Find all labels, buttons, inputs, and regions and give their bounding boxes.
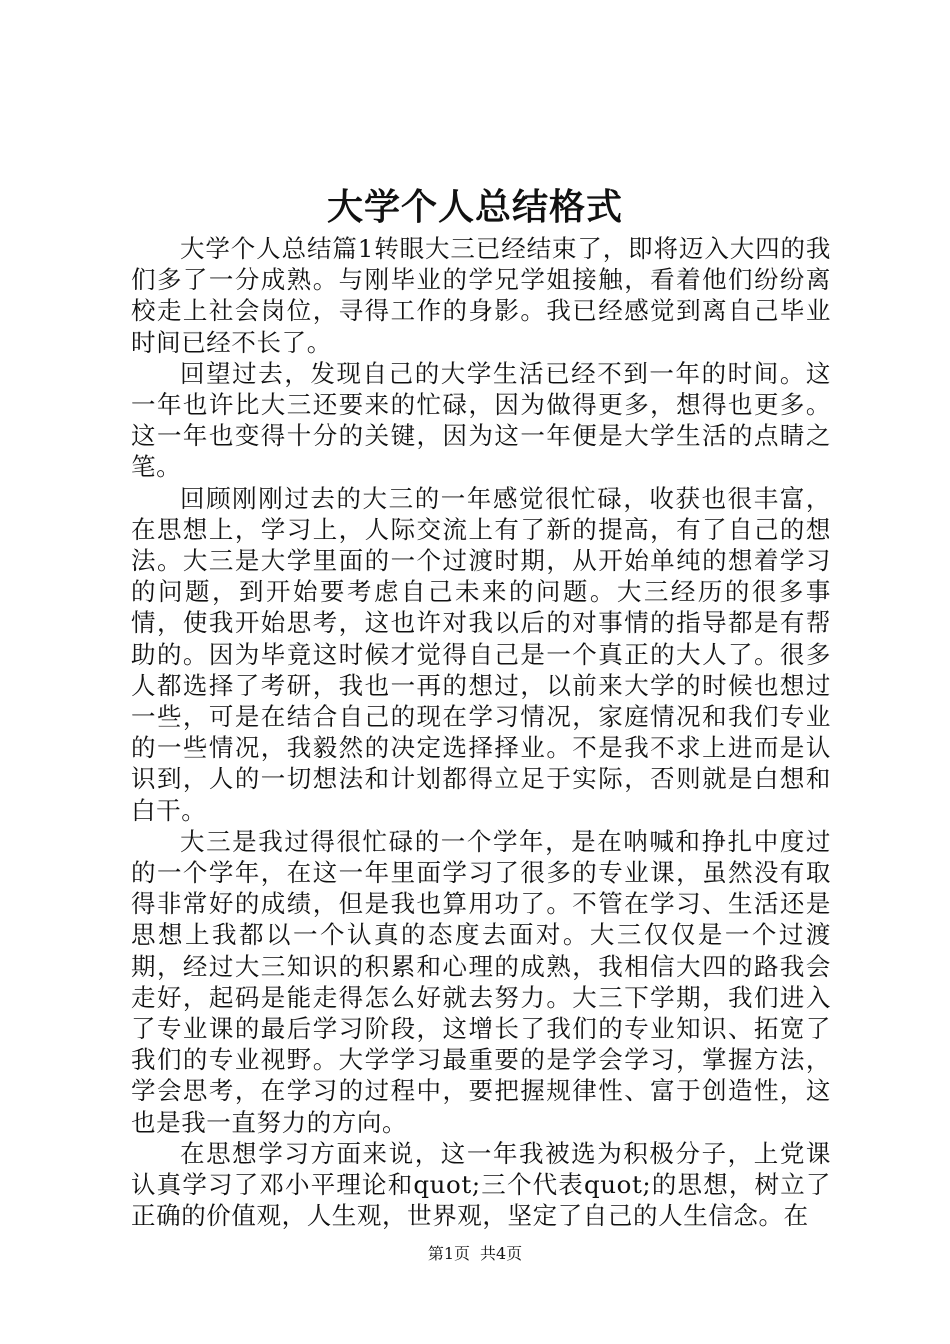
paragraph: 在思想学习方面来说，这一年我被选为积极分子，上党课认真学习了邓小平理论和quot;三个代表quot;的思想，树立了正确的价值观，人生观，世界观，坚定了自己的人生信念。在 [131, 1138, 831, 1231]
page-total: 共4页 [480, 1244, 523, 1263]
page-footer [0, 1242, 950, 1266]
document-body [131, 233, 831, 1232]
paragraph: 大三是我过得很忙碌的一个学年，是在呐喊和挣扎中度过的一个学年，在这一年里面学习了很多的专业课，虽然没有取得非常好的成绩，但是我也算用功了。不管在学习、生活还是思想上我都以一个认真的态度去面对。大三仅仅是一个过渡期，经过大三知识的积累和心理的成熟，我相信大四的路我会走好，起码是能走得怎么好就去努力。大三下学期，我们进入了专业课的最后学习阶段，这增长了我们的专业知识、拓宽了我们的专业视野。大学学习最重要的是学会学习，掌握方法，学会思考，在学习的过程中，要把握规律性、富于创造性，这也是我一直努力的方向。 [131, 826, 831, 1137]
paragraph: 回望过去，发现自己的大学生活已经不到一年的时间。这一年也许比大三还要来的忙碌，因为做得更多，想得也更多。这一年也变得十分的关键，因为这一年便是大学生活的点睛之笔。 [131, 358, 831, 482]
paragraph: 回顾刚刚过去的大三的一年感觉很忙碌，收获也很丰富，在思想上，学习上，人际交流上有了新的提高，有了自己的想法。大三是大学里面的一个过渡时期，从开始单纯的想着学习的问题，到开始要考虑自己未来的问题。大三经历的很多事情，使我开始思考，这也许对我以后的对事情的指导都是有帮助的。因为毕竟这时候才觉得自己是一个真正的大人了。很多人都选择了考研，我也一再的想过，以前来大学的时候也想过一些，可是在结合自己的现在学习情况，家庭情况和我们专业的一些情况，我毅然的决定选择择业。不是我不求上进而是认识到，人的一切想法和计划都得立足于实际，否则就是白想和白干。 [131, 483, 831, 825]
page-title: 大学个人总结格式 [326, 186, 623, 228]
paragraph: 大学个人总结篇1转眼大三已经结束了，即将迈入大四的我们多了一分成熟。与刚毕业的学兄学姐接触，看着他们纷纷离校走上社会岗位，寻得工作的身影。我已经感觉到离自己毕业时间已经不长了。 [131, 234, 831, 357]
page-number: 第1页 [427, 1244, 470, 1263]
